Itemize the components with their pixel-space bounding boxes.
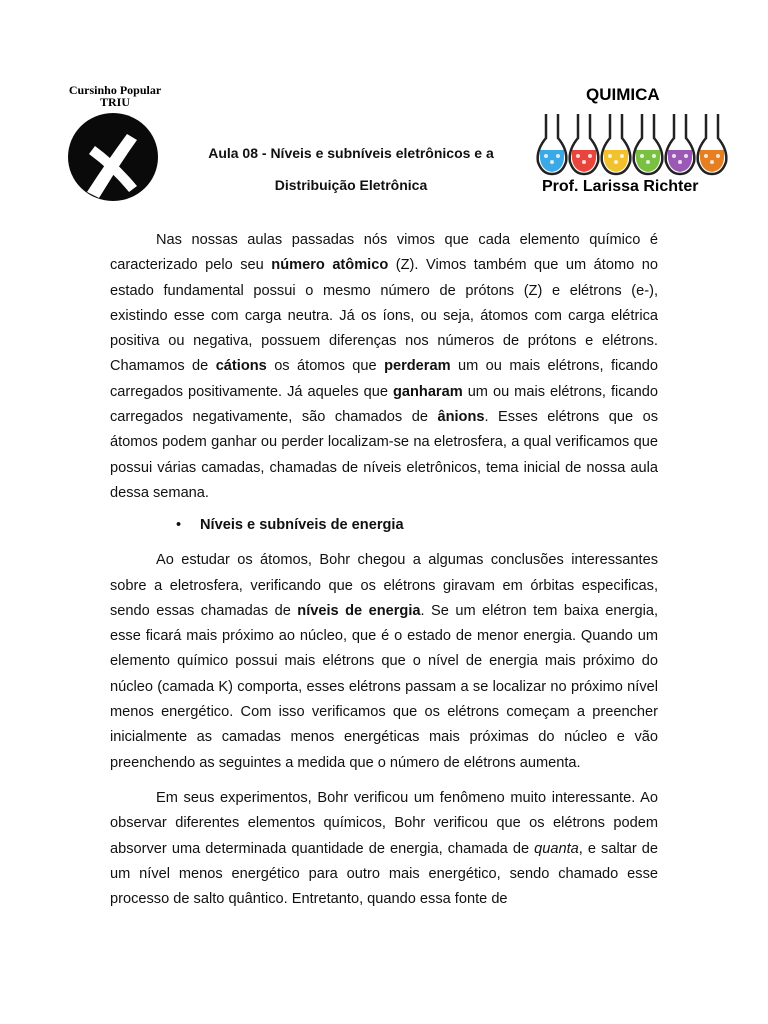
text-run: . Se um elétron tem baixa energia, esse ficará mais próximo ao núcleo, que é o estado de menor energia. Quando um elemento químico possui mais elétrons que o nível de energia mais próximo do núcleo (camada K) comporta, esses elétrons passam a se localizar no próximo nível menos energético. Com isso verificamos que os elétrons começam a preencher inicialmente as camadas menos energéticas mais próximas do núcleo e vão preenchendo as seguintes a medida que o número de elétrons aumenta. xyxy=(110,602,658,771)
teacher-name: Prof. Larissa Richter xyxy=(542,178,699,195)
paragraph-quantum-jump xyxy=(110,786,658,912)
flask-icon xyxy=(698,114,727,174)
paragraph-bohr-levels xyxy=(110,548,658,776)
text-run: Em seus experimentos, Bohr verificou um fenômeno muito interessante. Ao observar diferentes elementos químicos, Bohr verificou que os elétrons podem absorver uma determinada quantidade de energia, chamada de xyxy=(110,789,658,857)
flask-icon xyxy=(602,114,631,174)
text-run: número atômico xyxy=(271,257,389,274)
text-run: (Z). Vimos também que um átomo no estado fundamental possui o mesmo número de prótons (Z) e elétrons (e-), existindo esse com carga neutra. Já os íons, ou seja, átomos com carga elétrica positiva ou negativa, possuem diferenças nos números de prótons e elétrons. Chamamos de xyxy=(110,257,658,375)
lab-flasks-icon xyxy=(530,110,735,176)
bullet-icon: • xyxy=(176,517,182,534)
school-name-line2: TRIU xyxy=(99,95,130,109)
lesson-title-line1: Aula 08 - Níveis e subníveis eletrônicos e a xyxy=(208,145,494,161)
flask-icon xyxy=(666,114,695,174)
text-run: cátions xyxy=(215,358,267,375)
flask-icon xyxy=(570,114,599,174)
lesson-title-line2: Distribuição Eletrônica xyxy=(274,177,428,193)
section-heading-text: Níveis e subníveis de energia xyxy=(200,517,404,534)
text-run: ganharam xyxy=(392,383,463,400)
section-heading-energy-levels xyxy=(110,514,658,536)
chemistry-logo xyxy=(530,82,735,202)
flask-icon xyxy=(538,114,567,174)
lesson-title xyxy=(180,137,522,201)
text-run: Ao estudar os átomos, Bohr chegou a algumas conclusões interessantes sobre a eletrosfera, verificando que os elétrons giravam em órbitas especificas, sendo essas chamadas de xyxy=(110,552,658,619)
document-body xyxy=(110,228,658,912)
text-run: quanta xyxy=(534,840,579,857)
text-run: os átomos que xyxy=(266,358,385,375)
text-run: . Esses elétrons que os átomos podem ganhar ou perder localizam-se na eletrosfera, a qual verificamos que possui várias camadas, chamadas de níveis eletrônicos, tema inicial de nossa aula dessa semana. xyxy=(110,409,658,501)
school-name-line1: Cursinho Popular xyxy=(68,83,162,97)
school-logo xyxy=(60,84,170,204)
flask-icon xyxy=(634,114,663,174)
text-run: níveis de energia xyxy=(297,602,421,619)
text-run: ânions xyxy=(437,409,485,426)
subject-label: QUIMICA xyxy=(586,85,660,104)
x-circle-logo-icon xyxy=(65,112,165,202)
text-run: um ou mais elétrons, ficando carregados positivamente. Já aqueles que xyxy=(110,358,658,400)
text-run: um ou mais elétrons, ficando carregados negativamente, são chamados de xyxy=(110,383,659,426)
paragraph-ions xyxy=(110,228,658,506)
text-run: , e saltar de um nível menos energético para outro mais energético, sendo chamado esse processo de salto quântico. Entretanto, quando essa fonte de xyxy=(110,840,658,908)
text-run: perderam xyxy=(384,358,451,375)
text-run: Nas nossas aulas passadas nós vimos que cada elemento químico é caracterizado pelo seu xyxy=(110,232,658,274)
school-name xyxy=(60,84,170,108)
